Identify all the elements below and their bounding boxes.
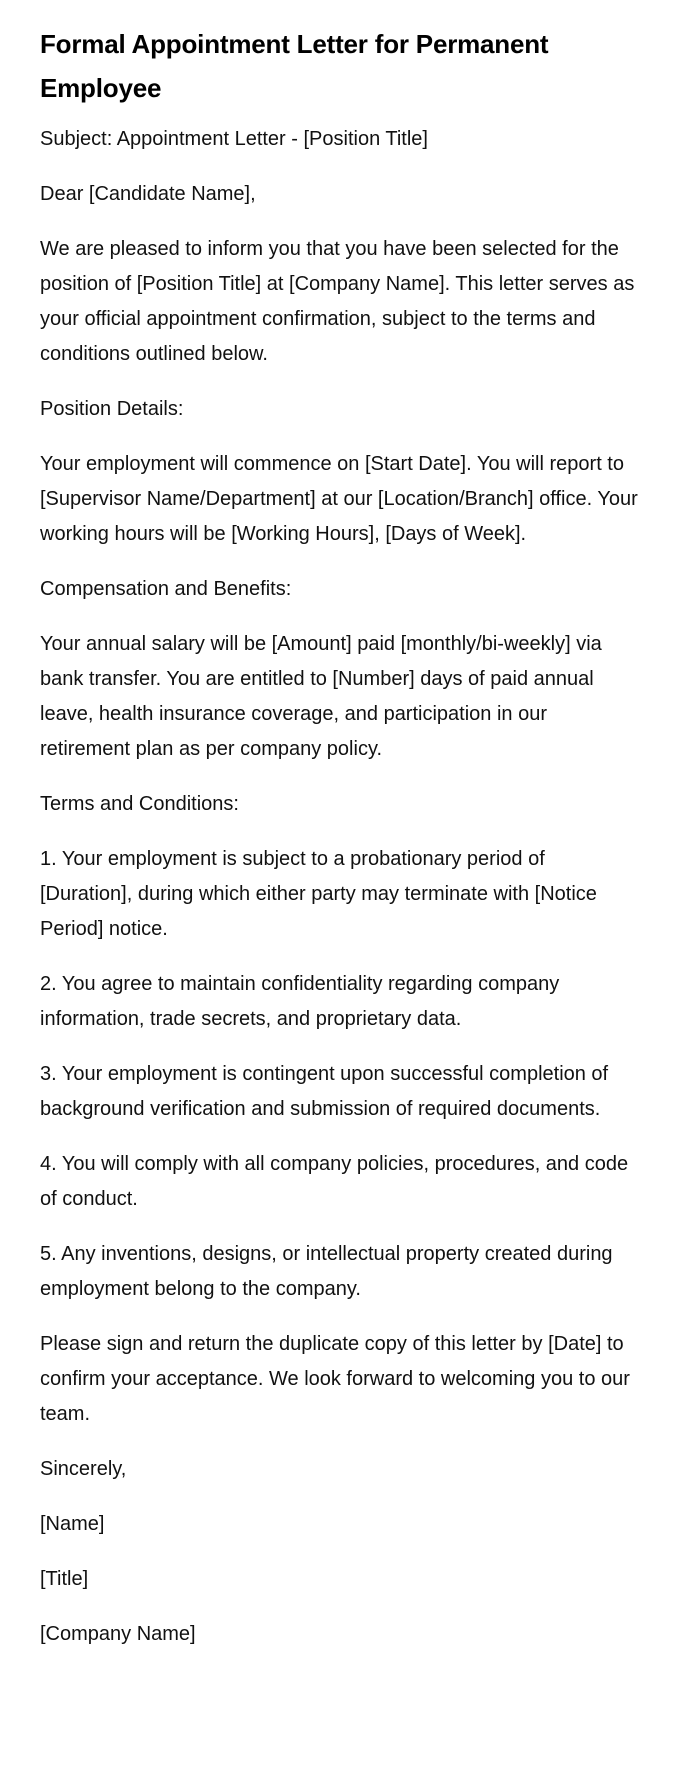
term-item-5: 5. Any inventions, designs, or intellectual property created during employment belong to the company.: [40, 1243, 613, 1300]
subject-line: Subject: Appointment Letter - [Position Title]: [40, 128, 428, 150]
closing-paragraph: Please sign and return the duplicate copy of this letter by [Date] to confirm your acceptance. We look forward to welcoming you to our team.: [40, 1333, 630, 1425]
intro-paragraph: We are pleased to inform you that you have been selected for the position of [Position Title] at [Company Name]. This letter serves as your official appointment confirmation, subject to the terms and conditions outlined below.: [40, 238, 635, 365]
signer-name: [Name]: [40, 1513, 105, 1535]
salutation: Dear [Candidate Name],: [40, 183, 256, 205]
letter-title: Formal Appointment Letter for Permanent Employee: [40, 29, 549, 103]
section-heading-position-details: Position Details:: [40, 398, 184, 420]
valediction: Sincerely,: [40, 1458, 127, 1480]
section-heading-compensation: Compensation and Benefits:: [40, 578, 292, 600]
compensation-paragraph: Your annual salary will be [Amount] paid [monthly/bi-weekly] via bank transfer. You are entitled to [Number] days of paid annual leave, health insurance coverage, and participation in our retirement plan as per company policy.: [40, 633, 602, 760]
section-heading-terms: Terms and Conditions:: [40, 793, 239, 815]
term-item-2: 2. You agree to maintain confidentiality regarding company information, trade secrets, and proprietary data.: [40, 973, 560, 1030]
term-item-3: 3. Your employment is contingent upon successful completion of background verification and submission of required documents.: [40, 1063, 609, 1120]
term-item-1: 1. Your employment is subject to a probationary period of [Duration], during which either party may terminate with [Notice Period] notice.: [40, 848, 597, 940]
term-item-4: 4. You will comply with all company policies, procedures, and code of conduct.: [40, 1153, 629, 1210]
signer-company: [Company Name]: [40, 1623, 196, 1645]
signer-title: [Title]: [40, 1568, 89, 1590]
position-details-paragraph: Your employment will commence on [Start Date]. You will report to [Supervisor Name/Department] at our [Location/Branch] office. Your working hours will be [Working Hours], [Days of Week].: [40, 453, 638, 545]
